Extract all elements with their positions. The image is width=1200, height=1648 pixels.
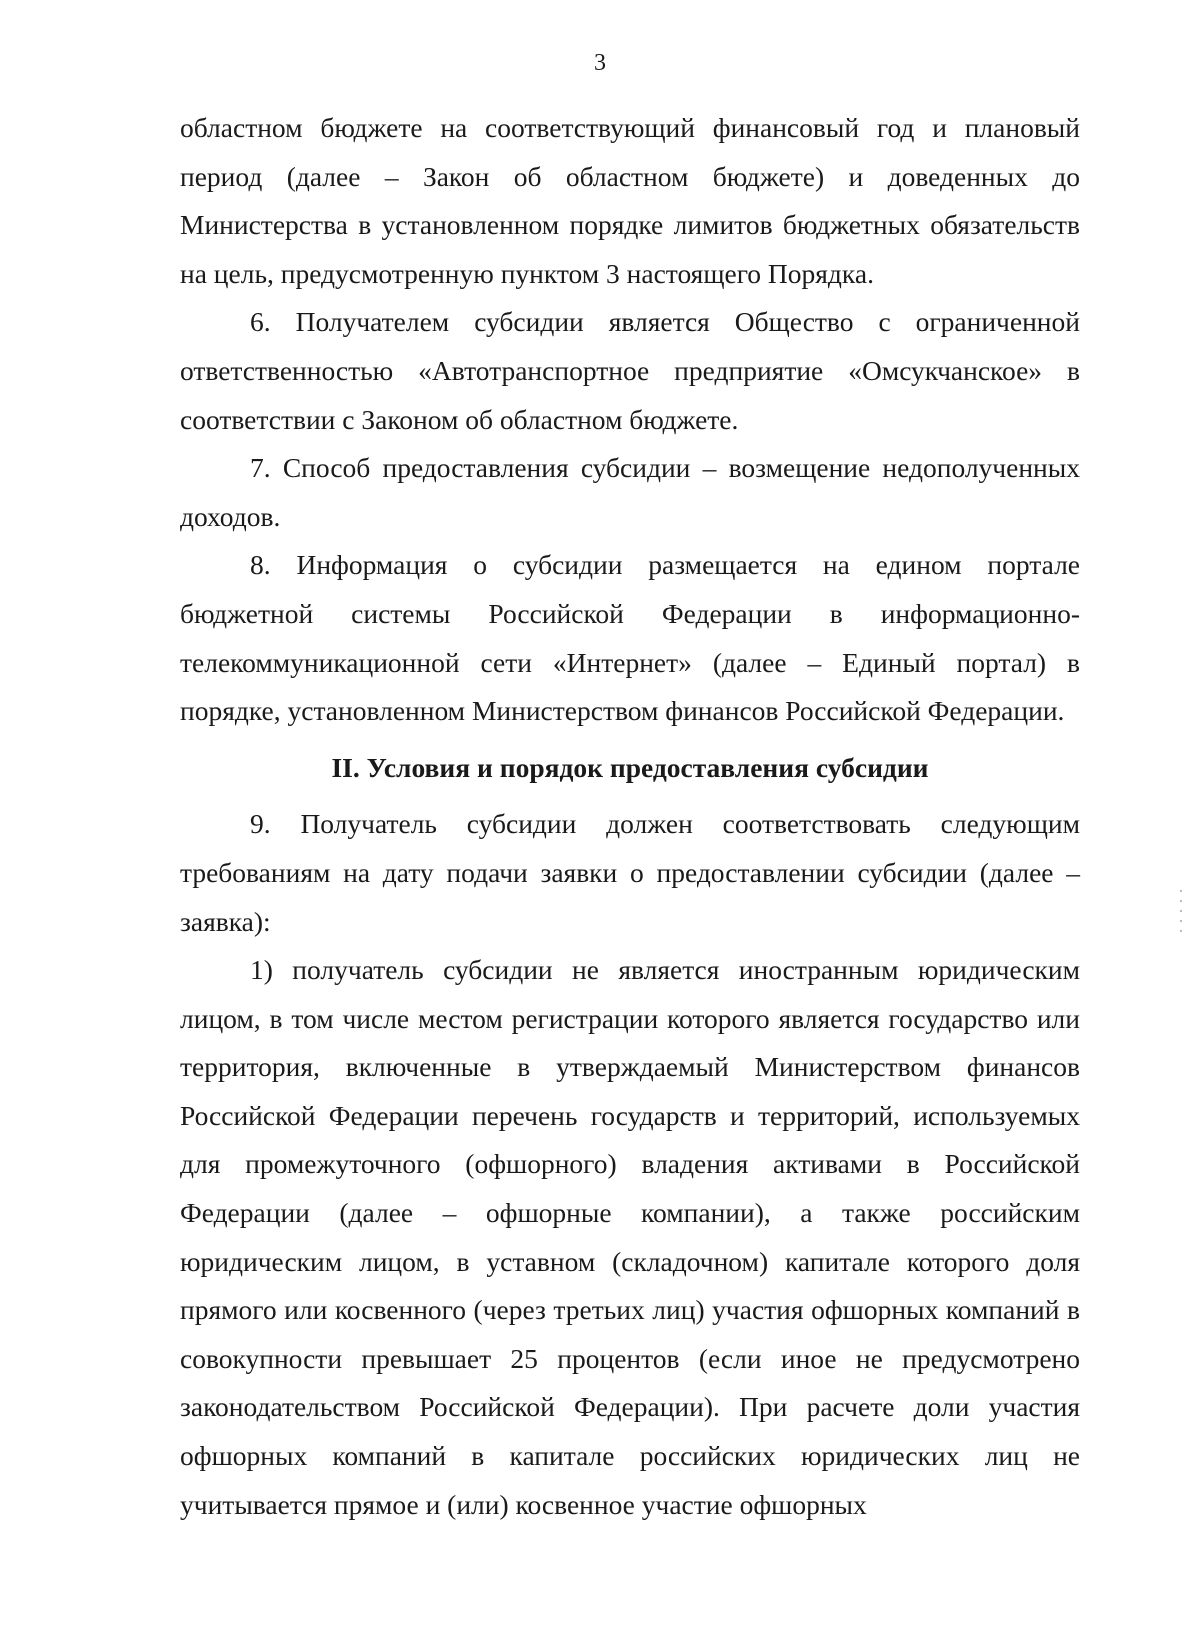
section-heading: II. Условия и порядок предоставления субсидии xyxy=(331,751,929,783)
scan-edge-marks xyxy=(1180,890,1184,950)
paragraph-item-7: 7. Способ предоставления субсидии – возмещение недополученных доходов. xyxy=(180,452,1080,532)
document-body xyxy=(180,104,1080,1529)
paragraph-item-6: 6. Получателем субсидии является Общество с ограниченной ответственностью «Автотранспортное предприятие «Омсукчанское» в соответствии с Законом об областном бюджете. xyxy=(180,306,1080,435)
paragraph-item-9-1: 1) получатель субсидии не является иностранным юридическим лицом, в том числе местом регистрации которого является государство или территория, включенные в утверждаемый Министерством финансов Российской Федерации перечень государств и территорий, используемых для промежуточного (офшорного) владения активами в Российской Федерации (далее – офшорные компании), а также российским юридическим лицом, в уставном (складочном) капитале которого доля прямого или косвенного (через третьих лиц) участия офшорных компаний в совокупности превышает 25 процентов (если иное не предусмотрено законодательством Российской Федерации). При расчете доли участия офшорных компаний в капитале российских юридических лиц не учитывается прямое и (или) косвенное участие офшорных xyxy=(180,954,1080,1520)
page-number: 3 xyxy=(594,50,606,76)
paragraph-item-9: 9. Получатель субсидии должен соответствовать следующим требованиям на дату подачи заявки о предоставлении субсидии (далее – заявка): xyxy=(180,808,1080,937)
paragraph-continuation: областном бюджете на соответствующий финансовый год и плановый период (далее – Закон об областном бюджете) и доведенных до Министерства в установленном порядке лимитов бюджетных обязательств на цель, предусмотренную пунктом 3 настоящего Порядка. xyxy=(180,112,1080,289)
paragraph-item-8: 8. Информация о субсидии размещается на едином портале бюджетной системы Российской Федерации в информационно-телекоммуникационной сети «Интернет» (далее – Единый портал) в порядке, установленном Министерством финансов Российской Федерации. xyxy=(180,549,1080,727)
